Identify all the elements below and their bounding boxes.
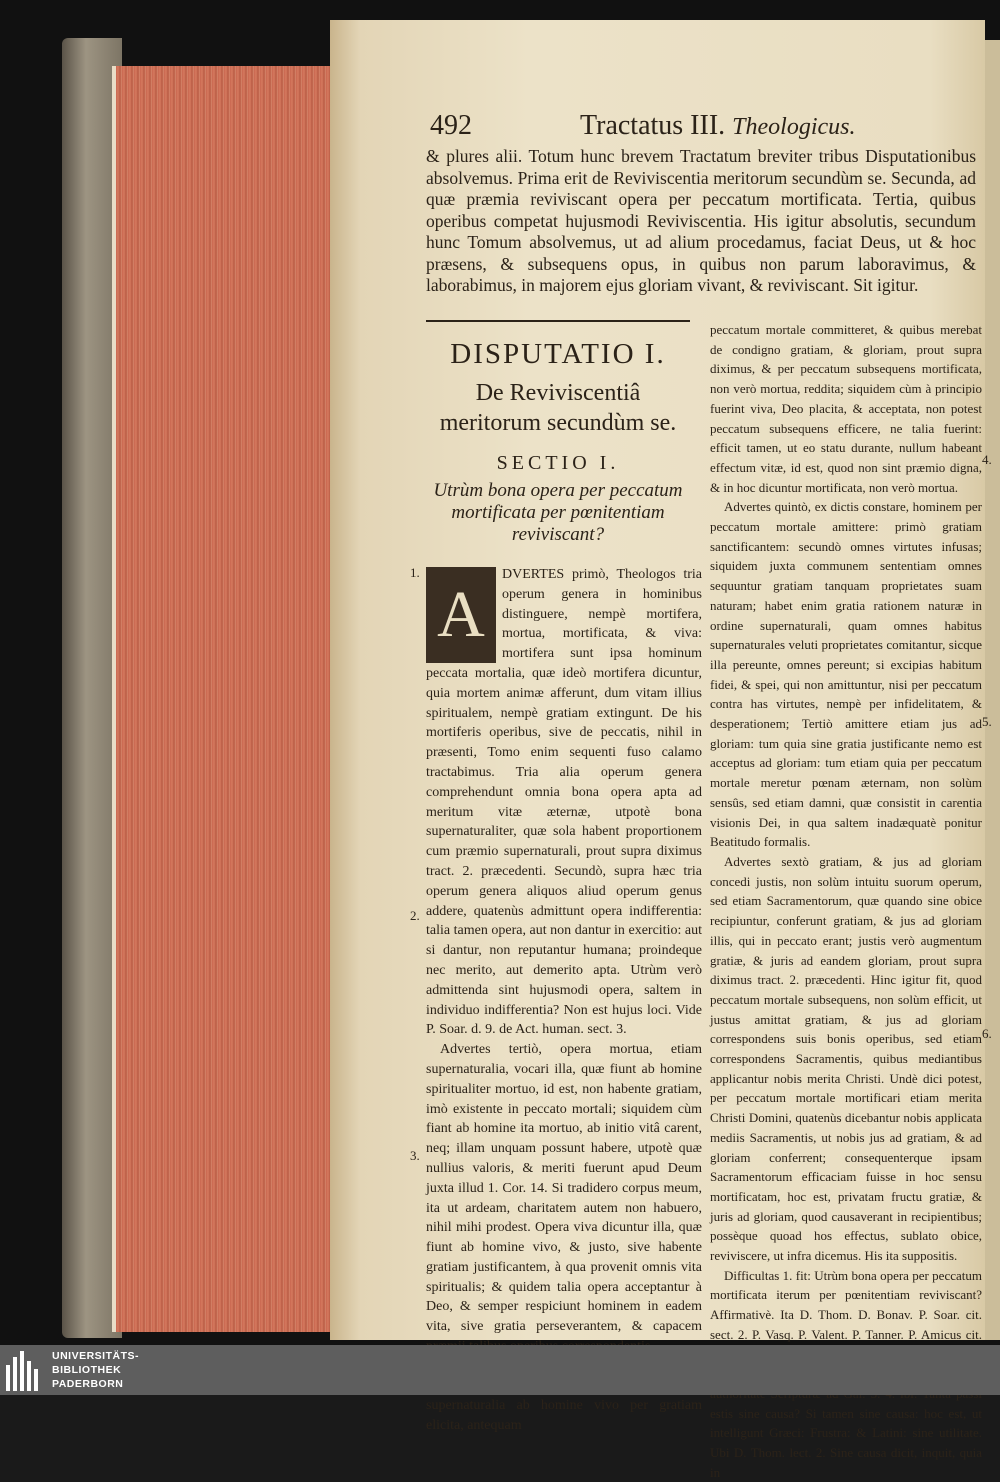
sectio-question: Utrùm bona opera per peccatum mortificata per pœnitentiam reviviscant? — [433, 480, 683, 545]
page-edge — [112, 66, 338, 1332]
right-para-4: Difficultas 1. fit: Utrùm bona opera per peccatum mortificata iterum per pœnitentiam reviviscant? Affirmativè. Ita D. Thom. D. Bonav. P. Soar. cit. sect. 2. P. Vasq. P. Valent. P. Tanner. P. Amicus cit. estis sine causa? Si tamen sine causa: hoc est, ut intelligunt Græci: Frustra: & Latini: sine utilitate. Ubi D. Thom. lect. 2. Sine causa dicit, inquit, quia in — [710, 1267, 982, 1480]
library-footer-bar — [0, 1345, 1000, 1395]
running-title-main: Tractatus III. — [580, 110, 726, 141]
intro-paragraph — [426, 146, 976, 297]
logo-line-2: BIBLIOTHEK — [52, 1364, 122, 1376]
margin-number-5: 5. — [982, 714, 992, 729]
right-para-3: Advertes sextò gratiam, & jus ad gloriam concedi justis, non solùm intuitu suorum operum, sed etiam Sacramentorum, quæ quando sine obice recipiuntur, conferunt gratiam, & jus ad gloriam illis, qui in peccato erant; justis verò augmentum gratiæ, & juris ad eandem gloriam, prout supra diximus tract. 2. præcedenti. Hinc igitur fit, quod peccatum mortale subsequens, non solùm efficit, ut justus amittat gratiam, & jus ad gloriam correspondens suis bonis operibus, sed etiam correspondens Sacramentis, quibus mediantibus applicantur nobis merita Christi. Undè dici potest, per peccatum mortale mortificari etiam merita Christi Domini, quatenùs dicebantur nobis applicata mediis Sacramentis, ut nobis jus ad gratiam, & ad gloriam conferrent; consequenterque ipsam Sacramentorum efficaciam fuisse in hoc sensu mortificatam, hoc est, privatam fructu gratiæ, & juris ad gloriam, quod causaverant in recipientibus; possèque quoad hos effectus, sublato obice, reviviscere, ut infra dicemus. His ita suppositis. — [710, 853, 982, 1264]
drop-cap: A — [426, 567, 496, 663]
left-para-1: DVERTES primò, Theologos tria operum genera in hominibus distinguere, nempè mortifera, mortua, mortificata, & viva: mortifera sunt ipsa hominum peccata mortalia, quæ ideò mortifera dicuntur, quia mortem animæ afferunt, dum vitam illius spiritualem, nempè gratiam extingunt. De his mortiferis operibus, sive de peccatis, nihil in præsenti, Tomo enim sequenti fuso calamo tractabimus. Tria alia operum genera comprehendunt omnia bona opera apta ad meritum vitæ æternæ, utpotè bona supernaturaliter, quæ sola habent proportionem cum præmio supernaturali, prout supra diximus tract. 2. præcedenti. Secundò, supra hæc tria operum genera aliquos aliud operum genus addere, quatenùs admittunt opera indifferentia: talia tamen opera, aut non dantur in exercitio: aut si dantur, non reputantur humana; proindeque nec merito, aut demerito apta. Utrùm verò admittenda sint hujusmodi opera, saltem in individuo indifferentia? Non est hujus loci. Vide P. Soar. d. 9. de Act. human. sect. 3. — [426, 567, 702, 1038]
library-logo-text — [52, 1349, 139, 1391]
right-para-2: Advertes quintò, ex dictis constare, hominem per peccatum mortale amittere: primò gratiam sanctificantem: secundò omnes virtutes infusas; siquidem juxta communem sententiam omnes sequuntur gratiam tanquam proprietates suam naturam; habet enim gratia rationem naturæ in ordine supernaturali, quam omnes habitus supernaturales veluti proprietates comitantur, sicque illa pereunte, omnes pereunt; si excipias habitum fidei, & spei, qui non amittuntur, nisi per peccatum contra has virtutes, nempè per infidelitatem, & desperationem; Tertiò amittere etiam jus ad gloriam: tum quia sine gratia justificante nemo est acceptus ad gloriam: tum etiam quia per peccatum mortale meretur pœnam æternam, non solùm sensûs, sed etiam damni, quæ consistit in carentia visionis Dei, in qua saltem inadæquatè ponitur Beatitudo formalis. — [710, 499, 982, 850]
page-number: 492 — [430, 110, 472, 141]
book-page — [330, 20, 992, 1480]
disputatio-title: DISPUTATIO I. — [450, 338, 666, 370]
section-rule — [426, 320, 690, 322]
left-para-3: supernaturalia ab homine vivo per gratiam elicita, antequam — [426, 1398, 702, 1434]
left-column — [426, 565, 702, 1436]
left-para-2: Advertes tertiò, opera mortua, etiam supernaturalia, vocari illa, quæ fiunt ab homine spiritualiter mortuo, id est, non habente gratiam, imò existente in peccato mortali; siquidem cùm fiant ab homine ita mortuo, ab initio vitâ carent, neq; illam unquam possunt habere, utpotè quæ nullius valoris, & meriti fuerunt apud Deum juxta illud 1. Cor. 14. Si tradidero corpus meum, ita ut ardeam, charitatem autem non habuero, nihil mihi prodest. Opera viva dicuntur illa, quæ fiunt ab homine vivo, & justo, sive habente gratiam justificantem, à qua provenit omnis vita spiritualis; & quidem talia opera acceptantur à Deo, & semper respiciunt hominem in eadem vita, sive gratia perseverantem, & capacem — [426, 1042, 702, 1335]
running-title-italic: Theologicus. — [732, 114, 856, 140]
logo-line-3: PADERBORN — [52, 1378, 124, 1390]
margin-number-4: 4. — [982, 452, 992, 467]
library-logo-icon — [6, 1349, 44, 1391]
margin-number-2: 2. — [410, 908, 420, 923]
margin-number-3: 3. — [410, 1148, 420, 1163]
right-para-1: peccatum mortale committeret, & quibus merebat de condigno gratiam, & gloriam, prout supra diximus, & per peccatum subsequens mortificata, non verò mortua, reddita; siquidem cùm à principio fuerint viva, Deo placita, & acceptata, non potest peccatum subsequens efficere, ne talia fuerint: efficit tamen, ut eo statu durante, nullum habeant effectum vitæ, id est, quod non sint præmio digna, & in hoc dicuntur mortificata, non verò mortua. — [710, 322, 982, 495]
intro-text: & plures alii. Totum hunc brevem Tractatum breviter tribus Disputationibus absolvemus. Prima erit de Reviviscentia meritorum secundùm se. Secunda, ad quæ præmia reviviscant opera per peccatum mortificata. Tertia, quibus operibus competat hujusmodi Reviviscentia. His igitur absolutis, secundum hunc Tomum absolvemus, ut ad alium procedamus, faciat Deus, ut & hoc præsens, & subsequens opus, in quibus non parum laboravimus, & laborabimus, in majorem ejus gloriam vivant, & reviviscant. Sit igitur. — [426, 146, 976, 295]
logo-line-1: UNIVERSITÄTS- — [52, 1350, 140, 1362]
right-column — [710, 320, 982, 1482]
margin-number-6: 6. — [982, 1026, 992, 1041]
disputatio-subtitle: De Reviviscentiâ meritorum secundùm se. — [439, 380, 677, 436]
margin-number-1: 1. — [410, 565, 420, 580]
running-title — [580, 110, 855, 142]
sectio-heading: SECTIO I. — [496, 452, 620, 474]
